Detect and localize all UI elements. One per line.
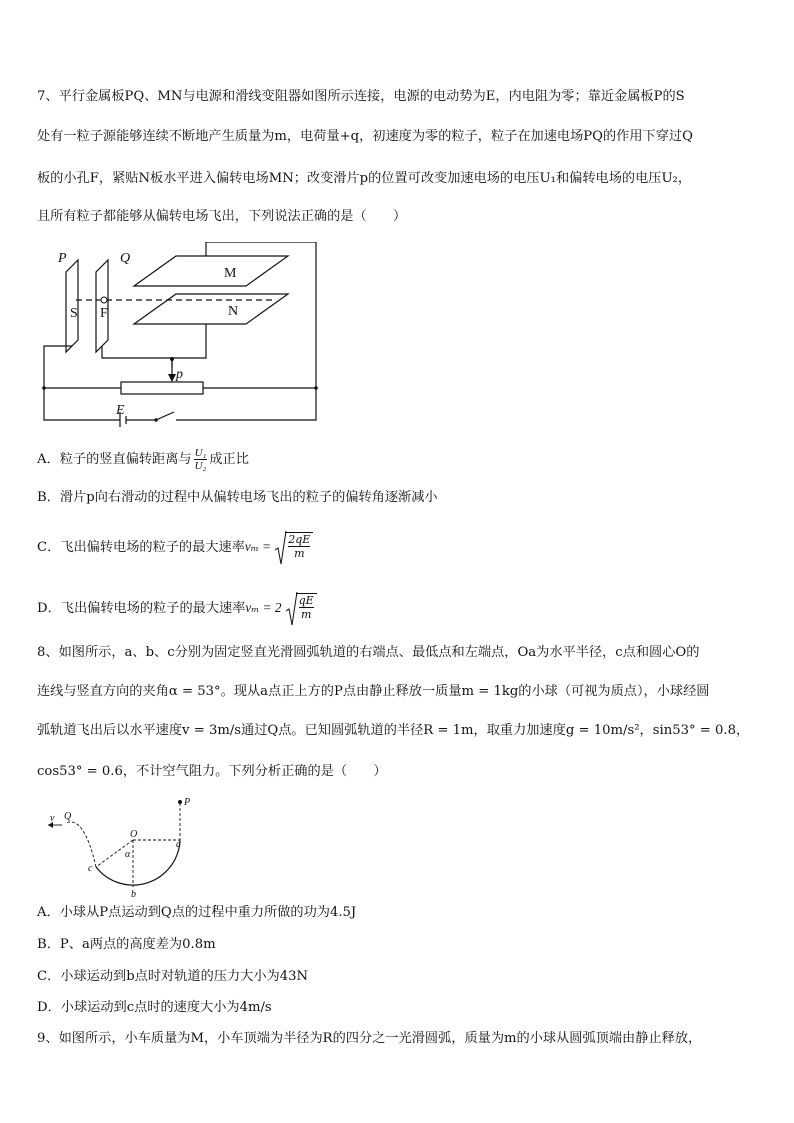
plate-m xyxy=(134,256,288,286)
label-o: O xyxy=(130,829,138,840)
label-n: N xyxy=(228,304,239,319)
q8-stem-line-1: 8、如图所示，a、b、c分别为固定竖直光滑圆弧轨道的右端点、最低点和左端点，Oa为水平半径，c点和圆心O的 xyxy=(37,645,700,660)
q8-stem-line-2: 连线与竖直方向的夹角α = 53°。现从a点正上方的P点由静止释放一质量m = 1kg的小球（可视为质点），小球经圆 xyxy=(37,684,710,699)
label-alpha: α xyxy=(125,849,131,860)
label-a: a xyxy=(176,839,181,850)
q9-stem-line-1: 9、如图所示，小车质量为M，小车顶端为半径为R的四分之一光滑圆弧，质量为m的小球从圆弧顶端由静止释放， xyxy=(37,1031,702,1046)
label-c: c xyxy=(88,863,93,874)
label-v: v xyxy=(50,813,55,824)
q8-stem-line-4: cos53° = 0.6，不计空气阻力。下列分析正确的是（ ） xyxy=(37,764,387,779)
q7-stem-line-1: 7、平行金属板PQ、MN与电源和滑线变阻器如图所示连接，电源的电动势为E，内电阻为零；靠近金属板P的S xyxy=(37,89,685,104)
q8-arc-track-figure xyxy=(44,795,194,900)
q8-stem-line-3: 弧轨道飞出后以水平速度v = 3m/s通过Q点。已知圆弧轨道的半径R = 1m，取重力加速度g = 10m/s²，sin53° = 0.8， xyxy=(37,723,750,738)
rheostat xyxy=(121,382,203,394)
q7-option-b: B．滑片p向右滑动的过程中从偏转电场飞出的粒子的偏转角逐渐减小 xyxy=(37,490,438,505)
label-e: E xyxy=(116,403,125,418)
q8-option-a: A．小球从P点运动到Q点的过程中重力所做的功为4.5J xyxy=(37,905,357,920)
q8-option-b: B．P、a两点的高度差为0.8m xyxy=(37,937,216,952)
q8-option-c: C．小球运动到b点时对轨道的压力大小为43N xyxy=(37,969,309,984)
label-b: b xyxy=(131,889,136,900)
q7-option-d: D．飞出偏转电场的粒子的最大速率vₘ = 2 $\frac{qE}{m}$ xyxy=(37,593,317,624)
label-p-point: P xyxy=(184,797,191,808)
q7-option-a: A．粒子的竖直偏转距离与 $\frac{\text{U₁}}{\text{U₂}}$ 成正比 xyxy=(37,447,249,472)
q7-circuit-figure xyxy=(36,242,326,427)
label-slider: p xyxy=(176,367,183,382)
label-q: Q xyxy=(120,251,131,266)
label-m: M xyxy=(224,266,237,281)
q7-stem-line-3: 板的小孔F，紧贴N板水平进入偏转电场MN；改变滑片p的位置可改变加速电场的电压U₁和偏转电场的电压U₂， xyxy=(37,171,692,186)
q7-stem-line-4: 且所有粒子都能够从偏转电场飞出，下列说法正确的是（ ） xyxy=(37,209,407,224)
label-s: S xyxy=(70,306,78,321)
plate-n xyxy=(134,294,288,324)
q7-option-c: C．飞出偏转电场的粒子的最大速率vₘ = $\frac{2qE}{m}$ xyxy=(37,532,313,563)
q7-stem-line-2: 处有一粒子源能够连续不断地产生质量为m，电荷量+q，初速度为零的粒子，粒子在加速电场PQ的作用下穿过Q xyxy=(37,129,693,144)
label-f: F xyxy=(100,306,108,321)
label-p: P xyxy=(58,251,67,266)
label-q-point: Q xyxy=(64,811,72,822)
q8-option-d: D．小球运动到c点时的速度大小为4m/s xyxy=(37,1000,272,1015)
